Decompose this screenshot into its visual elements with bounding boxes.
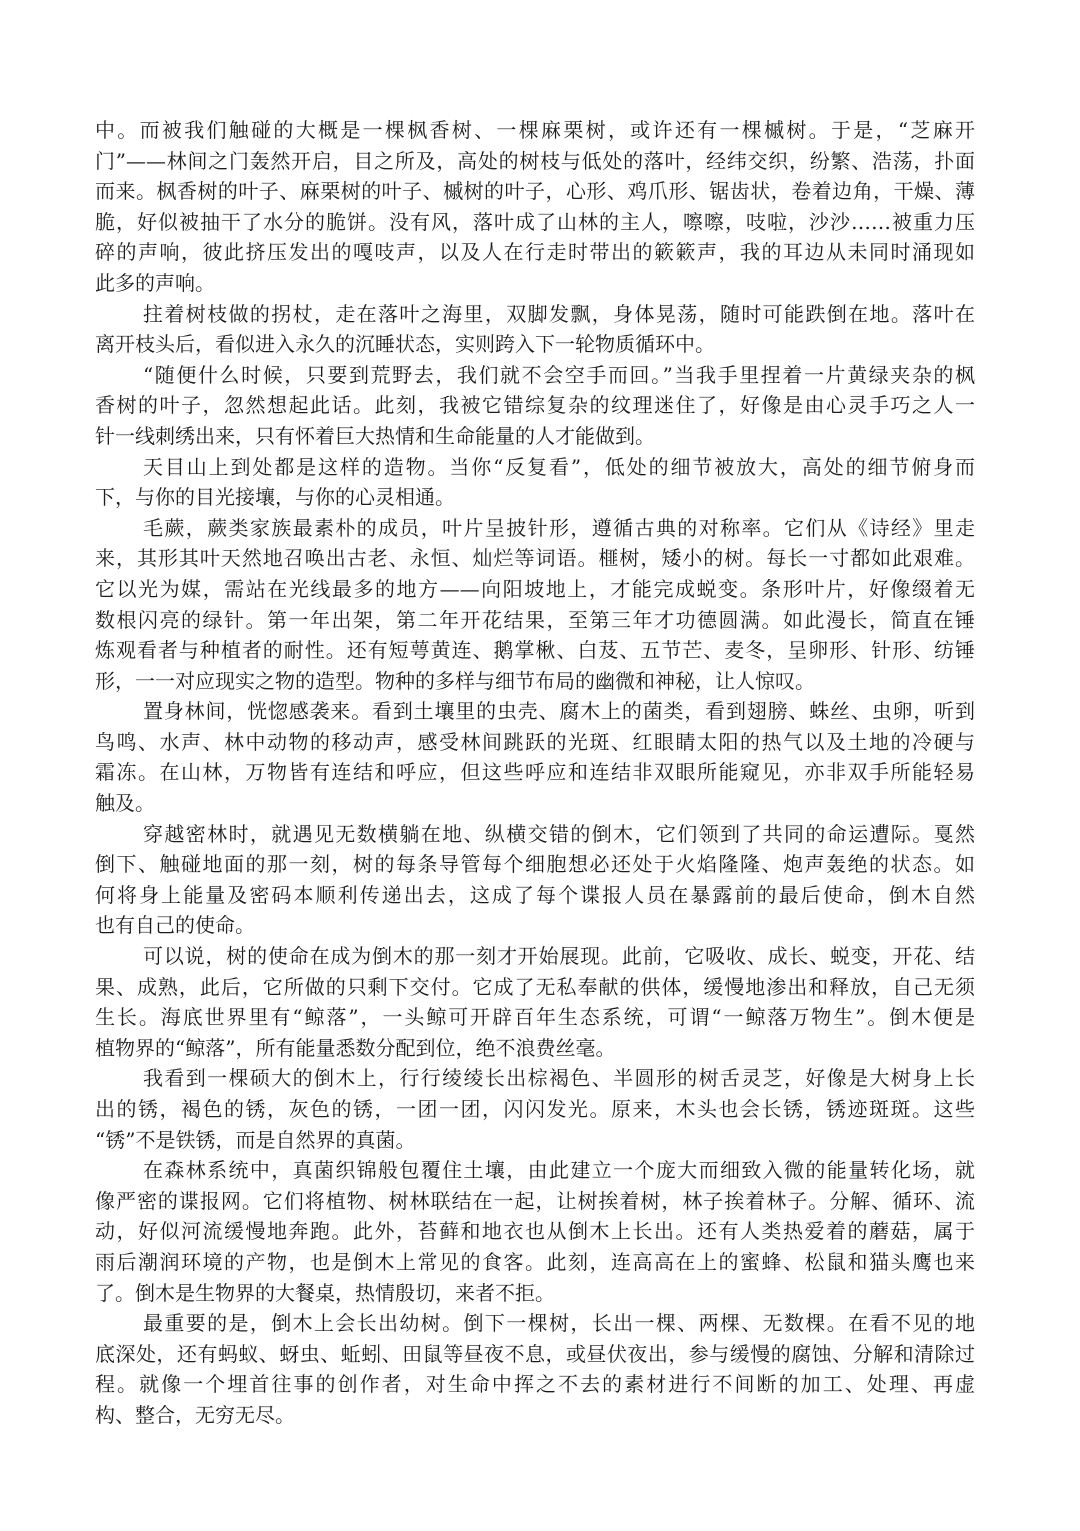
paragraph [95, 1155, 975, 1308]
text-line: 它以光为媒，需站在光线最多的地方——向阳坡地上，才能完成蜕变。条形叶片，好像缀着无 [95, 576, 975, 601]
text-line: 霜冻。在山林，万物皆有连结和呼应，但这些呼应和连结非双眼所能窥见，亦非双手所能轻易 [95, 760, 975, 785]
text-line: 门”——林间之门轰然开启，目之所及，高处的树枝与低处的落叶，经纬交织，纷繁、浩荡，扑面 [95, 148, 975, 173]
text-line: 鸟鸣、水声、林中动物的移动声，感受林间跳跃的光斑、红眼睛太阳的热气以及土地的冷硬与 [95, 729, 975, 754]
paragraph [95, 941, 975, 1063]
text-line: 果、成熟，此后，它所做的只剩下交付。它成了无私奉献的供体，缓慢地渗出和释放，自己无须 [95, 974, 975, 999]
text-line: 而来。枫香树的叶子、麻栗树的叶子、槭树的叶子，心形、鸡爪形、锯齿状，卷着边角，干燥、薄 [95, 179, 975, 204]
paragraph [95, 819, 975, 941]
text-line: 像严密的谍报网。它们将植物、树林联结在一起，让树挨着树，林子挨着林子。分解、循环、流 [95, 1188, 975, 1213]
text-line: 触及。 [95, 791, 155, 816]
text-line: 雨后潮润环境的产物，也是倒木上常见的食客。此刻，连高高在上的蜜蜂、松鼠和猫头鹰也来 [95, 1249, 975, 1274]
text-line: 底深处，还有蚂蚁、蚜虫、蚯蚓、田鼠等昼夜不息，或昼伏夜出，参与缓慢的腐蚀、分解和清除过 [95, 1341, 975, 1366]
text-line: “锈”不是铁锈，而是自然界的真菌。 [95, 1127, 416, 1152]
text-line: 在森林系统中，真菌织锦般包覆住土壤，由此建立一个庞大而细致入微的能量转化场，就 [143, 1158, 975, 1183]
text-line: 最重要的是，倒木上会长出幼树。倒下一棵树，长出一棵、两棵、无数棵。在看不见的地 [143, 1311, 975, 1336]
text-line: 下，与你的目光接壤，与你的心灵相通。 [95, 485, 455, 510]
text-line: 形，一一对应现实之物的造型。物种的多样与细节布局的幽微和神秘，让人惊叹。 [95, 668, 815, 693]
text-line: 了。倒木是生物界的大餐桌，热情殷切，来者不拒。 [95, 1280, 555, 1305]
text-line: 针一线刺绣出来，只有怀着巨大热情和生命能量的人才能做到。 [95, 423, 655, 448]
paragraph [95, 360, 975, 452]
paragraph [95, 1063, 975, 1155]
text-line: 碎的声响，彼此挤压发出的嘎吱声，以及人在行走时带出的簌簌声，我的耳边从未同时涌现如 [95, 240, 975, 265]
text-line: 脆，好似被抽干了水分的脆饼。没有风，落叶成了山林的主人，嚓嚓，吱啦，沙沙……被重力压 [95, 209, 975, 234]
text-line: 拄着树枝做的拐杖，走在落叶之海里，双脚发飘，身体晃荡，随时可能跌倒在地。落叶在 [143, 301, 975, 326]
paragraph [95, 513, 975, 697]
text-line: 来，其形其叶天然地召唤出古老、永恒、灿烂等词语。榧树，矮小的树。每长一寸都如此艰难。 [95, 546, 975, 571]
text-line: 天目山上到处都是这样的造物。当你“反复看”，低处的细节被放大，高处的细节俯身而 [143, 454, 975, 479]
text-line: 炼观看者与种植者的耐性。还有短萼黄连、鹅掌楸、白芨、五节芒、麦冬，呈卵形、针形、纺锤 [95, 638, 975, 663]
text-line: 构、整合，无穷无尽。 [95, 1402, 295, 1427]
document-page [95, 115, 975, 1431]
text-line: 生长。海底世界里有“鲸落”，一头鲸可开辟百年生态系统，可谓“一鲸落万物生”。倒木便是 [95, 1005, 975, 1030]
text-line: 毛蕨，蕨类家族最素朴的成员，叶片呈披针形，遵循古典的对称率。它们从《诗经》里走 [143, 515, 975, 540]
text-line: “随便什么时候，只要到荒野去，我们就不会空手而回。”当我手里捏着一片黄绿夹杂的枫 [143, 362, 975, 387]
paragraph [95, 452, 975, 513]
text-line: 置身林间，恍惚感袭来。看到土壤里的虫壳、腐木上的菌类，看到翅膀、蛛丝、虫卵，听到 [143, 699, 975, 724]
text-line: 中。而被我们触碰的大概是一棵枫香树、一棵麻栗树，或许还有一棵槭树。于是，“芝麻开 [95, 118, 975, 142]
text-line: 可以说，树的使命在成为倒木的那一刻才开始展现。此前，它吸收、成长、蜕变，开花、结 [143, 944, 975, 969]
text-line: 穿越密林时，就遇见无数横躺在地、纵横交错的倒木，它们领到了共同的命运遭际。戛然 [143, 821, 975, 846]
text-line: 我看到一棵硕大的倒木上，行行绫绫长出棕褐色、半圆形的树舌灵芝，好像是大树身上长 [143, 1066, 975, 1091]
text-line: 出的锈，褐色的锈，灰色的锈，一团一团，闪闪发光。原来，木头也会长锈，锈迹斑斑。这些 [95, 1097, 975, 1121]
text-line: 植物界的“鲸落”，所有能量悉数分配到位，绝不浪费丝毫。 [95, 1035, 616, 1060]
paragraph [95, 299, 975, 360]
text-line: 动，好似河流缓慢地奔跑。此外，苔藓和地衣也从倒木上长出。还有人类热爱着的蘑菇，属于 [95, 1219, 975, 1244]
text-line: 倒下、触碰地面的那一刻，树的每条导管每个细胞想必还处于火焰隆隆、炮声轰绝的状态。如 [95, 852, 975, 877]
text-line: 离开枝头后，看似进入永久的沉睡状态，实则跨入下一轮物质循环中。 [95, 332, 715, 357]
text-line: 数根闪亮的绿针。第一年出架，第二年开花结果，至第三年才功德圆满。如此漫长，简直在锤 [95, 607, 975, 632]
paragraph [95, 696, 975, 818]
paragraph [95, 115, 975, 299]
text-line: 此多的声响。 [95, 270, 215, 295]
text-line: 也有自己的使命。 [95, 913, 255, 938]
text-line: 程。就像一个埋首往事的创作者，对生命中挥之不去的素材进行不间断的加工、处理、再虚 [95, 1372, 975, 1397]
text-line: 何将身上能量及密码本顺利传递出去，这成了每个谍报人员在暴露前的最后使命，倒木自然 [95, 882, 975, 907]
text-line: 香树的叶子，忽然想起此话。此刻，我被它错综复杂的纹理迷住了，好像是由心灵手巧之人一 [95, 393, 975, 418]
paragraph [95, 1308, 975, 1430]
